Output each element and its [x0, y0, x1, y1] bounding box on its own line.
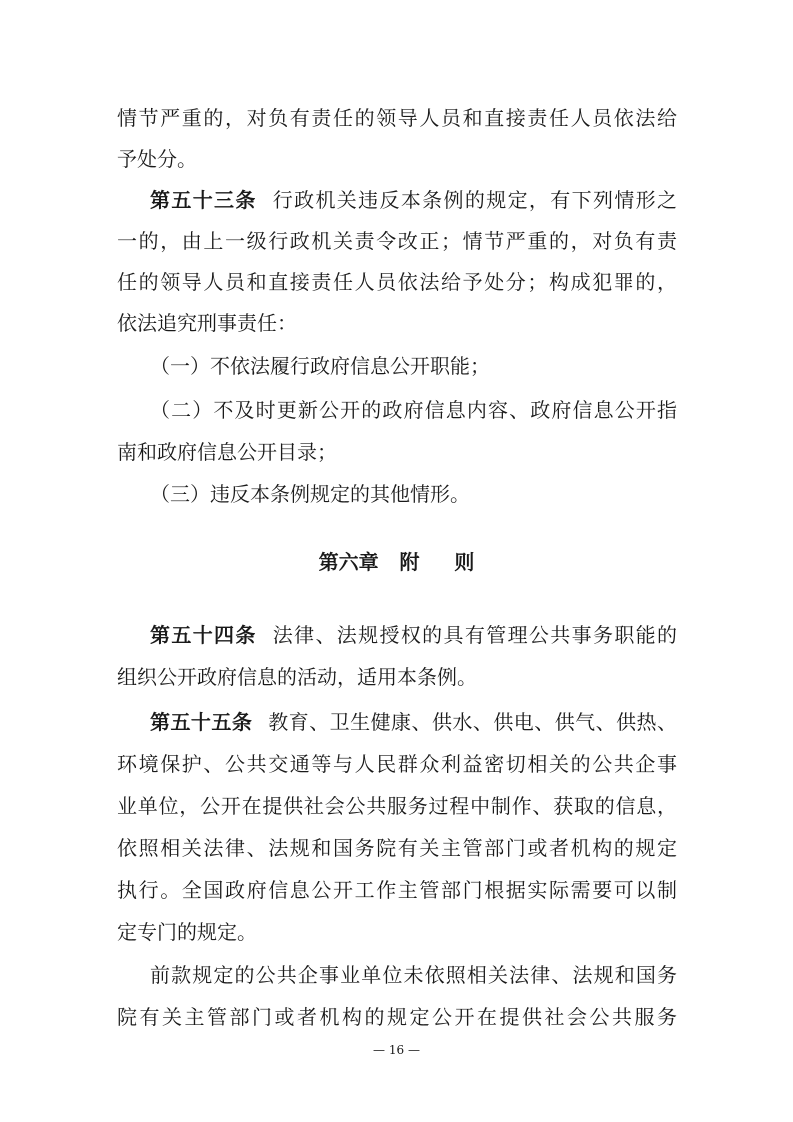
article-54-text: 法律、法规授权的具有管理公共事务职能的 [272, 623, 678, 647]
page-number: — 16 — [373, 1043, 420, 1057]
article-53-number: 第五十三条 [150, 188, 257, 212]
article-55-paragraph-2-line-1: 前款规定的公共企事业单位未依照相关法律、法规和国务 [150, 963, 677, 987]
article-55-first-line [150, 702, 677, 742]
article-53-item-1: （一）不依法履行政府信息公开职能； [150, 354, 490, 378]
article-55-line-2: 环境保护、公共交通等与人民群众利益密切相关的公共企事 [117, 752, 677, 776]
article-53-item-3: （三）违反本条例规定的其他情形。 [150, 482, 470, 506]
article-53-text: 行政机关违反本条例的规定，有下列情形之 [272, 188, 678, 212]
article-54-first-line [150, 615, 677, 655]
article-55-paragraph-2-line-2: 院有关主管部门或者机构的规定公开在提供社会公共服务 [117, 1005, 677, 1029]
article-53-line-3: 任的领导人员和直接责任人员依法给予处分；构成犯罪的， [117, 270, 677, 294]
article-55-text: 教育、卫生健康、供水、供电、供气、供热、 [268, 710, 678, 734]
continuation-line-2: 予处分。 [117, 147, 197, 171]
chapter-title: 第六章 附 则 [318, 550, 475, 574]
article-53-item-2-line-2: 南和政府信息公开目录； [117, 440, 337, 464]
article-53-line-2: 一的，由上一级行政机关责令改正；情节严重的，对负有责 [117, 229, 677, 253]
article-55-line-3: 业单位，公开在提供社会公共服务过程中制作、获取的信息， [117, 794, 677, 818]
article-54-number: 第五十四条 [150, 623, 257, 647]
continuation-line-1: 情节严重的，对负有责任的领导人员和直接责任人员依法给 [117, 106, 677, 130]
article-53-item-2-line-1: （二）不及时更新公开的政府信息内容、政府信息公开指 [150, 398, 677, 422]
article-55-number: 第五十五条 [150, 710, 253, 734]
article-55-line-6: 定专门的规定。 [117, 920, 257, 944]
article-55-line-4: 依照相关法律、法规和国务院有关主管部门或者机构的规定 [117, 836, 677, 860]
article-53-first-line [150, 180, 677, 220]
article-55-line-5: 执行。全国政府信息公开工作主管部门根据实际需要可以制 [117, 878, 677, 902]
article-53-line-4: 依法追究刑事责任： [117, 311, 297, 335]
article-54-line-2: 组织公开政府信息的活动，适用本条例。 [117, 665, 477, 689]
